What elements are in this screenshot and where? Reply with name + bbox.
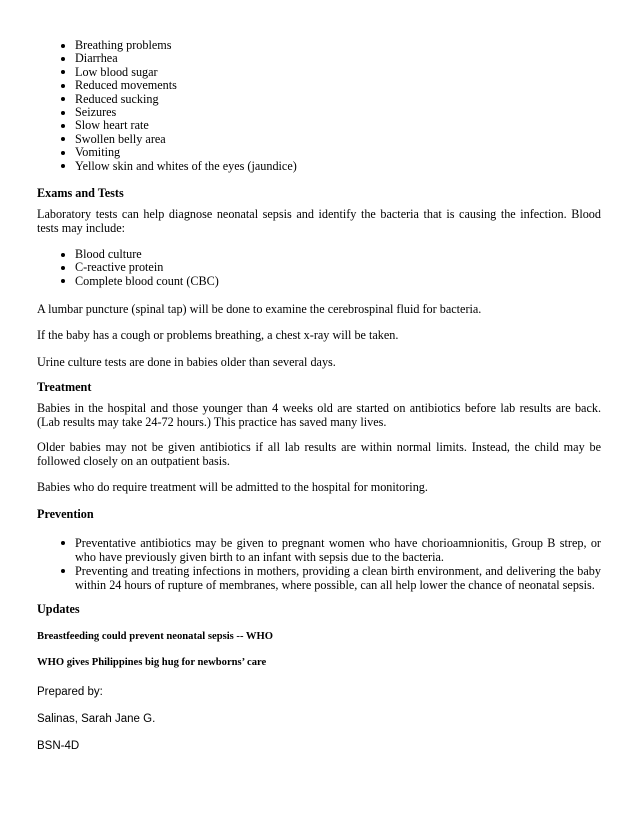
- list-item: Swollen belly area: [37, 133, 601, 146]
- list-item: Breathing problems: [37, 39, 601, 52]
- exams-paragraph-2: If the baby has a cough or problems breathing, a chest x-ray will be taken.: [37, 328, 399, 342]
- list-item: Reduced sucking: [37, 93, 601, 106]
- list-item: Reduced movements: [37, 79, 601, 92]
- tests-list: [37, 248, 601, 288]
- list-item: Blood culture: [37, 248, 601, 261]
- exams-paragraph-1: A lumbar puncture (spinal tap) will be done to examine the cerebrospinal fluid for bacteria.: [37, 302, 482, 316]
- treatment-paragraph-1: Babies in the hospital and those younger than 4 weeks old are started on antibiotics before lab results are back. (Lab results may take 24-72 hours.) This practice has saved many lives.: [37, 401, 601, 429]
- list-item: Low blood sugar: [37, 66, 601, 79]
- treatment-paragraph-2: Older babies may not be given antibiotics if all lab results are within normal limits. Instead, the child may be followed closely on an outpatient basis.: [37, 440, 601, 468]
- tests-section: [37, 248, 601, 288]
- prepared-by-label: Prepared by:: [37, 686, 103, 698]
- author-name: Salinas, Sarah Jane G.: [37, 713, 156, 725]
- symptoms-list: [37, 39, 601, 173]
- list-item: Vomiting: [37, 146, 601, 159]
- list-item: Complete blood count (CBC): [37, 275, 601, 288]
- treatment-heading: Treatment: [37, 380, 92, 394]
- list-item: C-reactive protein: [37, 261, 601, 274]
- exams-heading: Exams and Tests: [37, 186, 124, 200]
- update-item-1: Breastfeeding could prevent neonatal sepsis -- WHO: [37, 631, 274, 642]
- prevention-section: [37, 536, 601, 592]
- list-item: Yellow skin and whites of the eyes (jaundice): [37, 160, 601, 173]
- list-item: Preventing and treating infections in mothers, providing a clean birth environment, and delivering the baby within 24 hours of rupture of membranes, where possible, can all help lower the chance of neonatal sepsis.: [37, 564, 601, 592]
- list-item: Diarrhea: [37, 52, 601, 65]
- exams-paragraph-3: Urine culture tests are done in babies older than several days.: [37, 355, 336, 369]
- list-item: Seizures: [37, 106, 601, 119]
- treatment-paragraph-3: Babies who do require treatment will be admitted to the hospital for monitoring.: [37, 480, 428, 494]
- update-item-2: WHO gives Philippines big hug for newborns’ care: [37, 657, 267, 668]
- prevention-heading: Prevention: [37, 507, 94, 521]
- symptoms-section: [37, 39, 601, 173]
- updates-heading: Updates: [37, 602, 80, 616]
- list-item: Slow heart rate: [37, 119, 601, 132]
- exams-intro: Laboratory tests can help diagnose neonatal sepsis and identify the bacteria that is causing the infection. Blood tests may include:: [37, 207, 601, 235]
- prevention-list: [37, 536, 601, 592]
- list-item: Preventative antibiotics may be given to pregnant women who have chorioamnionitis, Group B strep, or who have previously given birth to an infant with sepsis due to the bacteria.: [37, 536, 601, 564]
- course-section: BSN-4D: [37, 740, 80, 752]
